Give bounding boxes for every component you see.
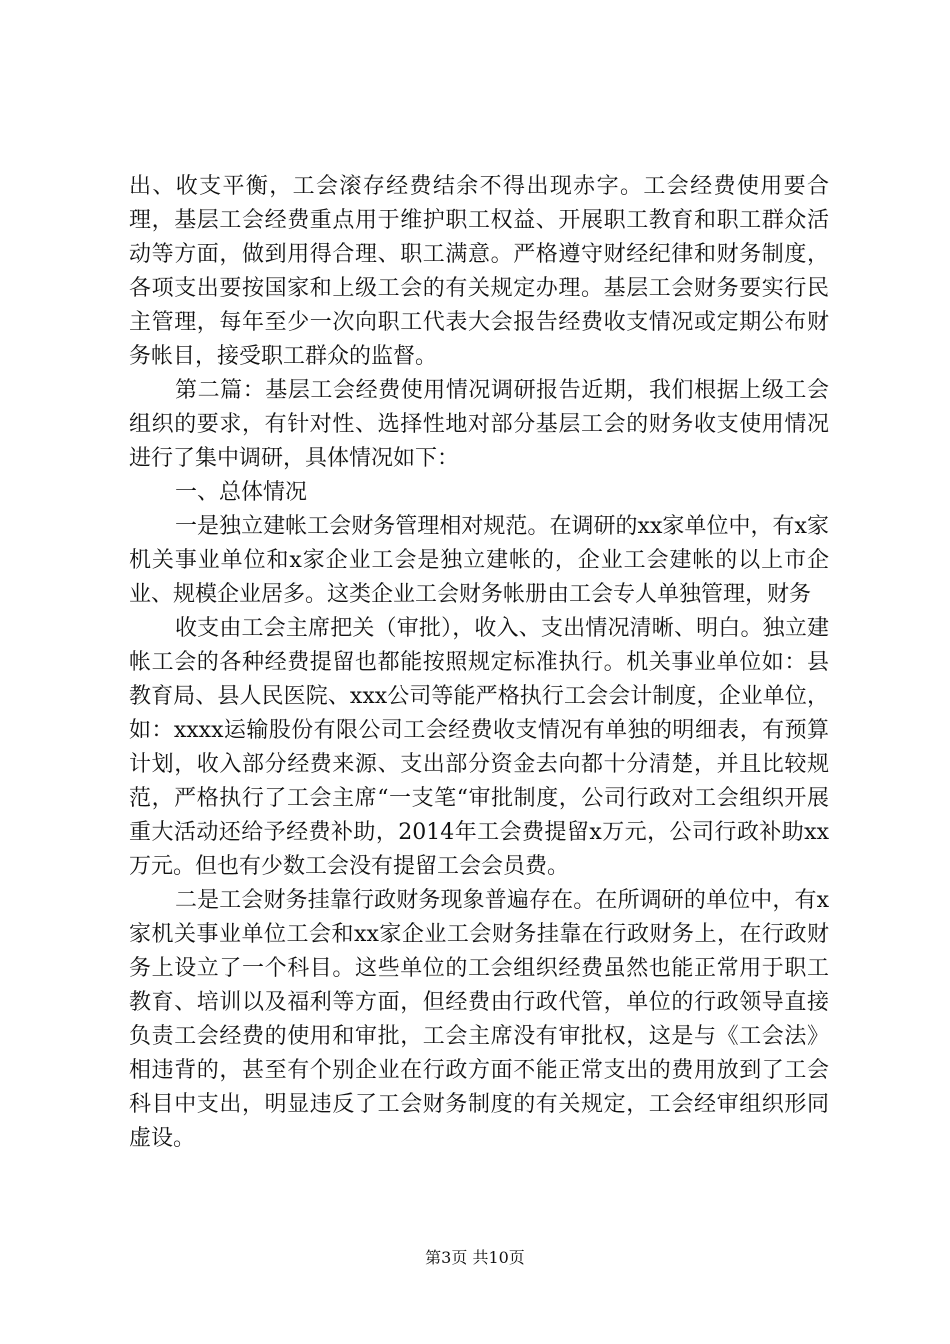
paragraph-approval-details: 收支由工会主席把关（审批），收入、支出情况清晰、明白。独立建帐工会的各种经费提留也都能按照规定标准执行。机关事业单位如：县教育局、县人民医院、xxx公司等能严格执行工会会计制度，企业单位，如：xxxx运输股份有限公司工会经费收支情况有单独的明细表，有预算计划，收入部分经费来源、支出部分资金去向都十分清楚，并且比较规范，严格执行了工会主席“一支笔“审批制度，公司行政对工会组织开展重大活动还给予经费补助，2014年工会费提留x万元，公司行政补助xx万元。但也有少数工会没有提留工会会员费。 bbox=[129, 616, 829, 879]
page-number-footer: 第3页 共10页 bbox=[425, 1248, 525, 1267]
section-heading-overview: 一、总体情况 bbox=[175, 480, 308, 505]
paragraph-continuation: 出、收支平衡，工会滚存经费结余不得出现赤字。工会经费使用要合理，基层工会经费重点用于维护职工权益、开展职工教育和职工群众活动等方面，做到用得合理、职工满意。严格遵守财经纪律和财务制度，各项支出要按国家和上级工会的有关规定办理。基层工会财务要实行民主管理，每年至少一次向职工代表大会报告经费收支情况或定期公布财务帐目，接受职工群众的监督。 bbox=[129, 174, 829, 369]
document-body bbox=[129, 170, 829, 1156]
paragraph-second-article-intro: 第二篇：基层工会经费使用情况调研报告近期，我们根据上级工会组织的要求，有针对性、选择性地对部分基层工会的财务收支使用情况进行了集中调研，具体情况如下： bbox=[129, 378, 829, 471]
paragraph-affiliated-accounts: 二是工会财务挂靠行政财务现象普遍存在。在所调研的单位中，有x家机关事业单位工会和xx家企业工会财务挂靠在行政财务上，在行政财务上设立了一个科目。这些单位的工会组织经费虽然也能正常用于职工教育、培训以及福利等方面，但经费由行政代管，单位的行政领导直接负责工会经费的使用和审批，工会主席没有审批权，这是与《工会法》相违背的，甚至有个别企业在行政方面不能正常支出的费用放到了工会科目中支出，明显违反了工会财务制度的有关规定，工会经审组织形同虚设。 bbox=[129, 888, 829, 1151]
paragraph-independent-accounts: 一是独立建帐工会财务管理相对规范。在调研的xx家单位中，有x家机关事业单位和x家企业工会是独立建帐的，企业工会建帐的以上市企业、规模企业居多。这类企业工会财务帐册由工会专人单独管理，财务 bbox=[129, 514, 829, 607]
